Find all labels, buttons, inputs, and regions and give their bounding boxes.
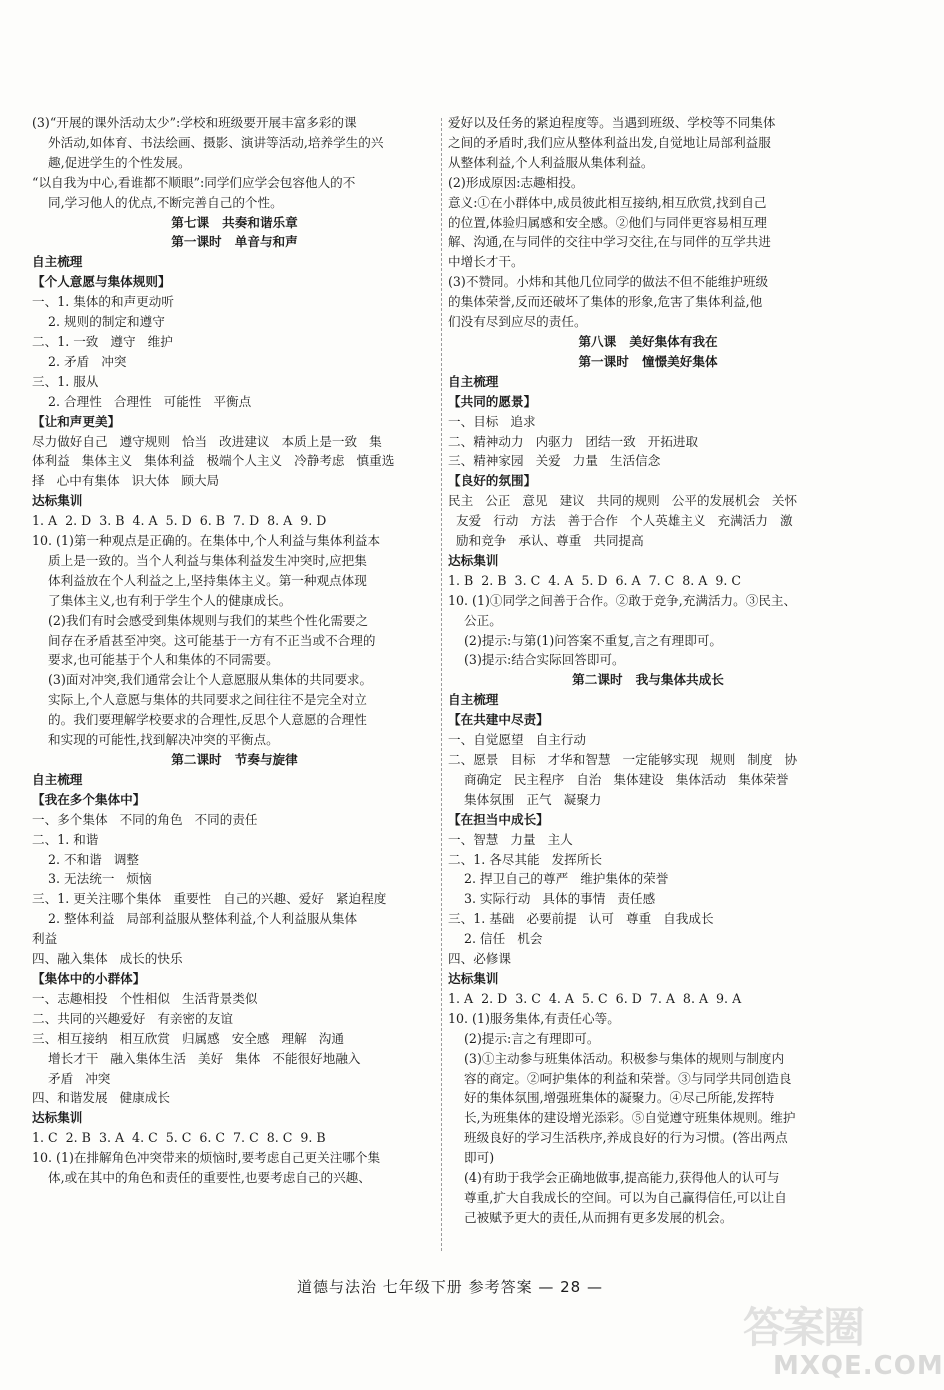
right-text-line: 三、精神家园 关爱 力量 生活信念 — [448, 453, 661, 469]
right-text-line: 之间的矛盾时,我们应从整体利益出发,自觉地让局部利益服 — [448, 134, 771, 150]
left-text-line: 二、1. 一致 遵守 维护 — [32, 333, 173, 349]
right-text-line: 们没有尽到应尽的责任。 — [448, 314, 587, 330]
left-text-line: (3)面对冲突,我们通常会让个人意愿服从集体的共同要求。 — [32, 672, 373, 688]
right-text-line: 的集体荣誉,反而还破坏了集体的形象,危害了集体利益,他 — [448, 294, 763, 310]
left-text-line: 三、相互接纳 相互欣赏 归属感 安全感 理解 沟通 — [32, 1030, 344, 1046]
right-text-line: (2)形成原因:志趣相投。 — [448, 174, 584, 190]
right-section-label: 自主梳理 — [448, 373, 499, 389]
left-section-label: 【个人意愿与集体规则】 — [32, 274, 171, 290]
left-text-line: 要求,也可能基于个人和集体的不同需要。 — [32, 652, 279, 668]
right-text-line: (3)不赞同。小炜和其他几位同学的做法不但不能维护班级 — [448, 274, 769, 290]
right-text-line: 己被赋予更大的责任,从而拥有更多发展的机会。 — [448, 1209, 733, 1225]
right-text-line: 一、自觉愿望 自主行动 — [448, 732, 586, 748]
right-text-line: 1. A 2. D 3. C 4. A 5. C 6. D 7. A 8. A 9. A — [448, 990, 742, 1006]
right-text-line: 尊重,扩大自我成长的空间。可以为自己赢得信任,可以让自 — [448, 1189, 787, 1205]
left-text-line: 四、和谐发展 健康成长 — [32, 1090, 170, 1106]
left-text-line: 1. C 2. B 3. A 4. C 5. C 6. C 7. C 8. C 9. B — [32, 1130, 326, 1146]
left-text-line: 1. A 2. D 3. B 4. A 5. D 6. B 7. D 8. A 9. D — [32, 513, 327, 529]
left-text-line: 2. 合理性 合理性 可能性 平衡点 — [32, 393, 252, 409]
left-text-line: 体利益 集体主义 集体利益 极端个人主义 冷静考虑 慎重选 — [32, 453, 395, 469]
left-text-line: 同,学习他人的优点,不断完善自己的个性。 — [32, 194, 283, 210]
right-section-label: 【良好的氛围】 — [448, 473, 537, 489]
left-text-line: 体利益放在个人利益之上,坚持集体主义。第一种观点体现 — [32, 572, 367, 588]
left-text-line: 2. 规则的制定和遵守 — [32, 314, 165, 330]
left-text-line: 增长才干 融入集体生活 美好 集体 不能很好地融入 — [32, 1050, 361, 1066]
right-text-line: 三、1. 基础 必要前提 认可 尊重 自我成长 — [448, 911, 714, 927]
right-text-line: (3)①主动参与班集体活动。积极参与集体的规则与制度内 — [448, 1050, 785, 1066]
left-text-line: 尽力做好自己 遵守规则 恰当 改进建议 本质上是一致 集 — [32, 433, 382, 449]
left-heading: 第二课时 节奏与旋律 — [171, 752, 298, 767]
right-text-line: 1. B 2. B 3. C 4. A 5. D 6. A 7. C 8. A 9. C — [448, 572, 742, 588]
right-text-line: 10. (1)服务集体,有责任心等。 — [448, 1010, 620, 1026]
left-text-line: 三、1. 更关注哪个集体 重要性 自己的兴趣、爱好 紧迫程度 — [32, 891, 387, 907]
left-text-line: 质上是一致的。当个人利益与集体利益发生冲突时,应把集 — [32, 552, 367, 568]
left-text-line: 择 心中有集体 识大体 顾大局 — [32, 473, 220, 489]
left-section-label: 自主梳理 — [32, 771, 83, 787]
left-text-line: 体,或在其中的角色和责任的重要性,也要考虑自己的兴趣、 — [32, 1170, 371, 1186]
left-section-label: 自主梳理 — [32, 254, 83, 270]
left-text-line: 2. 整体利益 局部利益服从整体利益,个人利益服从集体 — [32, 911, 358, 927]
right-text-line: 2. 信任 机会 — [448, 931, 543, 947]
left-text-line: (2)我们有时会感受到集体规则与我们的某些个性化需要之 — [32, 612, 369, 628]
right-text-line: 班级良好的学习生活秩序,养成良好的行为习惯。(答出两点 — [448, 1130, 788, 1146]
left-text-line: 3. 无法统一 烦恼 — [32, 871, 152, 887]
right-text-line: 长,为班集体的建设增光添彩。⑤自觉遵守班集体规则。维护 — [448, 1110, 796, 1126]
right-section-label: 达标集训 — [448, 552, 499, 568]
right-text-line: 二、愿景 目标 才华和智慧 一定能够实现 规则 制度 协 — [448, 752, 798, 767]
right-section-label: 【共同的愿景】 — [448, 393, 537, 409]
left-text-line: 了集体主义,也有利于学生个人的健康成长。 — [32, 592, 292, 608]
left-text-line: 一、1. 集体的和声更动听 — [32, 294, 174, 310]
right-text-line: 好的集体氛围,增强班集体的凝聚力。④尽己所能,发挥特 — [448, 1090, 775, 1106]
right-section-label: 【在担当中成长】 — [448, 811, 549, 827]
left-text-line: 的。我们要理解学校要求的合理性,反思个人意愿的合理性 — [32, 712, 367, 728]
right-text-line: 的位置,体验归属感和安全感。②他们与同伴更容易相互理 — [448, 214, 767, 230]
right-text-line: 中增长才干。 — [448, 254, 524, 270]
right-text-line: 容的商定。②呵护集体的利益和荣誉。③与同学共同创造良 — [448, 1070, 792, 1086]
right-text-line: 意义:①在小群体中,成员彼此相互接纳,相互欣赏,找到自己 — [448, 194, 767, 210]
right-text-line: 3. 实际行动 具体的事情 责任感 — [448, 891, 656, 907]
right-section-label: 达标集训 — [448, 970, 499, 986]
right-text-line: 友爱 行动 方法 善于合作 个人英雄主义 充满活力 激 — [448, 513, 793, 529]
left-section-label: 达标集训 — [32, 1110, 83, 1126]
right-text-line: 公正。 — [448, 612, 502, 628]
right-heading: 第一课时 憧憬美好集体 — [578, 353, 718, 369]
right-text-line: (4)有助于我学会正确地做事,提高能力,获得他人的认可与 — [448, 1170, 780, 1186]
right-section-label: 自主梳理 — [448, 692, 499, 708]
left-text-line: 外活动,如体育、书法绘画、摄影、演讲等活动,培养学生的兴 — [32, 134, 384, 150]
right-text-line: 从整体利益,个人利益服从集体利益。 — [448, 154, 654, 170]
right-text-line: 解、沟通,在与同伴的交往中学习交往,在与同伴的互学共进 — [448, 234, 771, 250]
watermark-logo — [735, 1295, 944, 1390]
right-text-line: 一、目标 追求 — [448, 413, 536, 429]
right-column — [448, 113, 848, 1228]
right-text-line: 2. 捍卫自己的尊严 维护集体的荣誉 — [448, 871, 669, 887]
left-text-line: 三、1. 服从 — [32, 373, 99, 389]
right-section-label: 【在共建中尽责】 — [448, 712, 549, 728]
left-text-line: 二、共同的兴趣爱好 有亲密的友谊 — [32, 1010, 233, 1026]
watermark-line2: MXQE.COM — [773, 1351, 944, 1381]
left-text-line: 二、1. 和谐 — [32, 831, 99, 847]
right-text-line: 10. (1)①同学之间善于合作。②敢于竞争,充满活力。③民主、 — [448, 592, 797, 608]
left-text-line: 2. 不和谐 调整 — [32, 851, 140, 867]
watermark-line1: 答案圈 — [743, 1303, 864, 1352]
right-text-line: 商确定 民主程序 自治 集体建设 集体活动 集体荣誉 — [448, 771, 789, 787]
right-text-line: 四、必修课 — [448, 951, 511, 967]
right-heading: 第八课 美好集体有我在 — [578, 333, 718, 349]
left-text-line: 一、多个集体 不同的角色 不同的责任 — [32, 811, 258, 827]
right-heading: 第二课时 我与集体共成长 — [572, 672, 724, 688]
right-text-line: (2)提示:与第(1)问答案不重复,言之有理即可。 — [448, 632, 723, 648]
left-text-line: 间存在矛盾甚至冲突。这可能基于一方有不正当或不合理的 — [32, 632, 376, 648]
left-column — [32, 113, 437, 1188]
left-text-line: 利益 — [32, 931, 58, 947]
right-text-line: 励和竞争 承认、尊重 共同提高 — [448, 533, 644, 549]
right-text-line: 爱好以及任务的紧迫程度等。当遇到班级、学校等不同集体 — [448, 115, 776, 130]
left-section-label: 【我在多个集体中】 — [32, 791, 146, 807]
right-text-line: 民主 公正 意见 建议 共同的规则 公平的发展机会 关怀 — [448, 493, 798, 509]
left-text-line: 实际上,个人意愿与集体的共同要求之间往往不是完全对立 — [32, 692, 367, 708]
left-text-line: “以自我为中心,看谁都不顺眼”:同学们应学会包容他人的不 — [32, 174, 356, 190]
left-section-label: 【集体中的小群体】 — [32, 970, 146, 986]
left-heading: 第一课时 单音与和声 — [171, 234, 298, 250]
left-section-label: 达标集训 — [32, 493, 83, 509]
left-heading: 第七课 共奏和谐乐章 — [171, 214, 298, 230]
left-text-line: (3)“开展的课外活动太少”:学校和班级要开展丰富多彩的课 — [32, 115, 357, 130]
right-text-line: (2)提示:言之有理即可。 — [448, 1030, 600, 1046]
page-footer: 道德与法治 七年级下册 参考答案 — 28 — — [297, 1278, 603, 1296]
right-text-line: 二、1. 各尽其能 发挥所长 — [448, 851, 602, 867]
right-text-line: (3)提示:结合实际回答即可。 — [448, 652, 625, 668]
left-text-line: 矛盾 冲突 — [32, 1070, 111, 1086]
left-text-line: 和实现的可能性,找到解决冲突的平衡点。 — [32, 732, 279, 748]
left-text-line: 10. (1)在排解角色冲突带来的烦恼时,要考虑自己更关注哪个集 — [32, 1150, 381, 1166]
left-text-line: 10. (1)第一种观点是正确的。在集体中,个人利益与集体利益本 — [32, 533, 381, 549]
right-text-line: 二、精神动力 内驱力 团结一致 开拓进取 — [448, 433, 699, 449]
right-text-line: 集体氛围 正气 凝聚力 — [448, 791, 602, 807]
left-text-line: 四、融入集体 成长的快乐 — [32, 951, 183, 967]
column-divider — [441, 118, 442, 1251]
right-text-line: 即可) — [448, 1150, 495, 1166]
right-text-line: 一、智慧 力量 主人 — [448, 831, 573, 847]
left-text-line: 趣,促进学生的个性发展。 — [32, 154, 191, 170]
left-section-label: 【让和声更美】 — [32, 413, 121, 429]
left-text-line: 2. 矛盾 冲突 — [32, 353, 127, 369]
left-text-line: 一、志趣相投 个性相似 生活背景类似 — [32, 990, 258, 1006]
